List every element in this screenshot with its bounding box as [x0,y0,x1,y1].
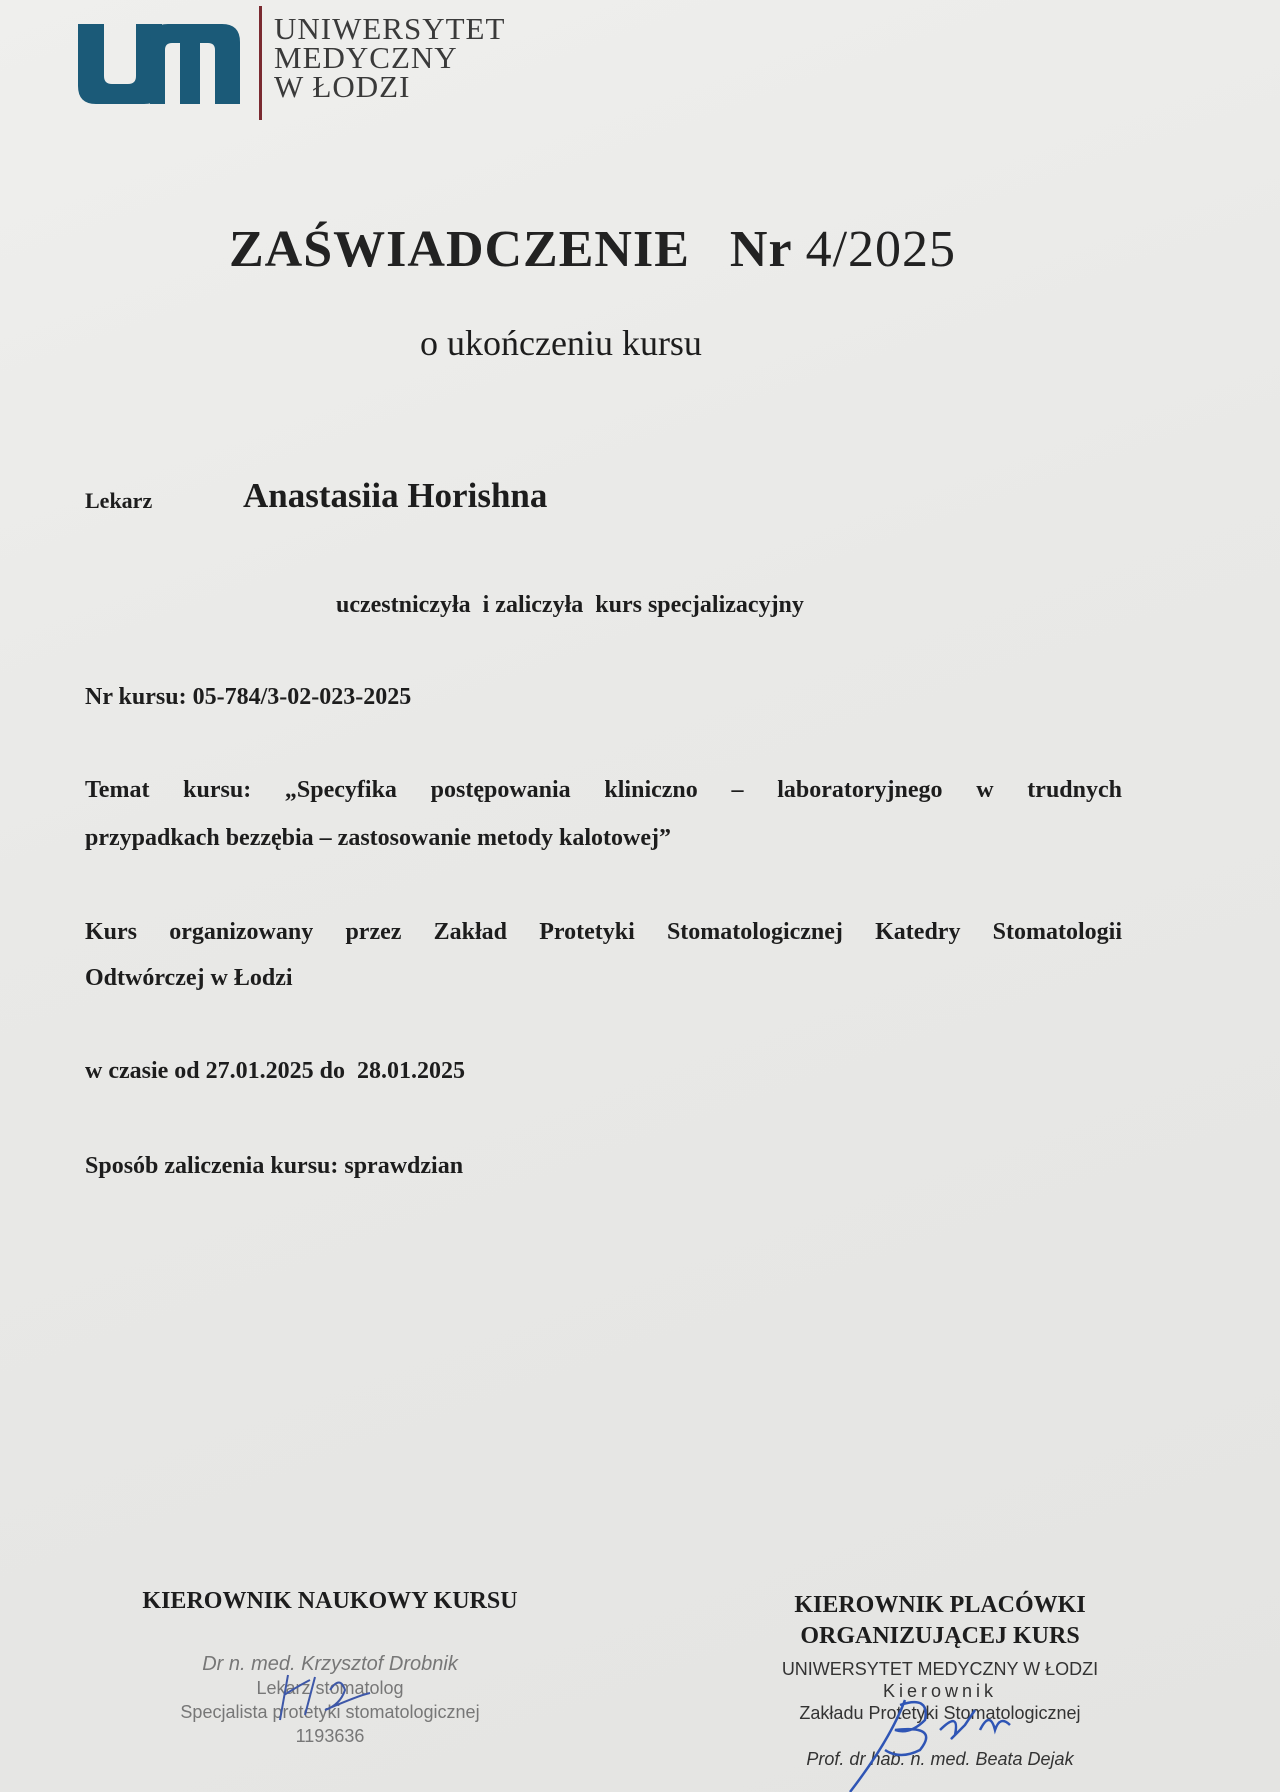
university-line: UNIWERSYTET [274,11,506,46]
stamp-line: Specjalista protetyki stomatologicznej [180,1702,480,1722]
doctor-label: Lekarz [85,488,153,513]
heading-line: ORGANIZUJĄCEJ KURS [800,1623,1080,1649]
left-stamp [150,1652,510,1748]
document-title [229,220,956,279]
stamp-line: Zakładu Protetyki Stomatologicznej [799,1703,1081,1723]
stamp-line: Lekarz stomatolog [256,1678,404,1698]
stamp-line: Kierownik [882,1681,998,1701]
university-name [274,11,506,104]
stamp-line: UNIWERSYTET MEDYCZNY W ŁODZI [781,1659,1099,1679]
title-text: ZAŚWIADCZENIE [229,221,690,278]
stamp-line: Dr n. med. Krzysztof Drobnik [202,1653,458,1675]
logo-divider [259,6,262,120]
organizer-line1: Kurs organizowany przez Zakład Protetyki Stomatologicznej Katedry Stomatologii [85,919,1122,945]
certificate-number: 4/2025 [805,221,957,278]
doctor-name: Anastasiia Horishna [243,476,548,515]
right-signature-heading [740,1590,1140,1652]
stamp-line: 1193636 [295,1726,365,1746]
subtitle: o ukończeniu kursu [420,323,702,363]
university-line: MEDYCZNY [274,40,458,75]
statement: uczestniczyła i zaliczyła kurs specjalizacyjny [336,592,804,618]
heading-line: KIEROWNIK PLACÓWKI [794,1592,1086,1618]
number-label: Nr [729,221,792,278]
course-number: Nr kursu: 05-784/3-02-023-2025 [85,684,412,710]
stamp-line: Prof. dr hab. n. med. Beata Dejak [806,1749,1074,1769]
um-logo-icon [78,24,240,104]
university-line: W ŁODZI [274,69,411,104]
course-topic-line1: Temat kursu: „Specyfika postępowania kliniczno – laboratoryjnego w trudnych [85,777,1122,803]
completion-method: Sposób zaliczenia kursu: sprawdzian [85,1153,464,1179]
organizer-line2: Odtwórczej w Łodzi [85,965,293,991]
course-dates: w czasie od 27.01.2025 do 28.01.2025 [85,1058,465,1084]
left-signature-heading: KIEROWNIK NAUKOWY KURSU [142,1588,518,1614]
course-topic-line2: przypadkach bezzębia – zastosowanie metody kalotowej” [85,825,671,851]
right-stamp [770,1658,1110,1770]
